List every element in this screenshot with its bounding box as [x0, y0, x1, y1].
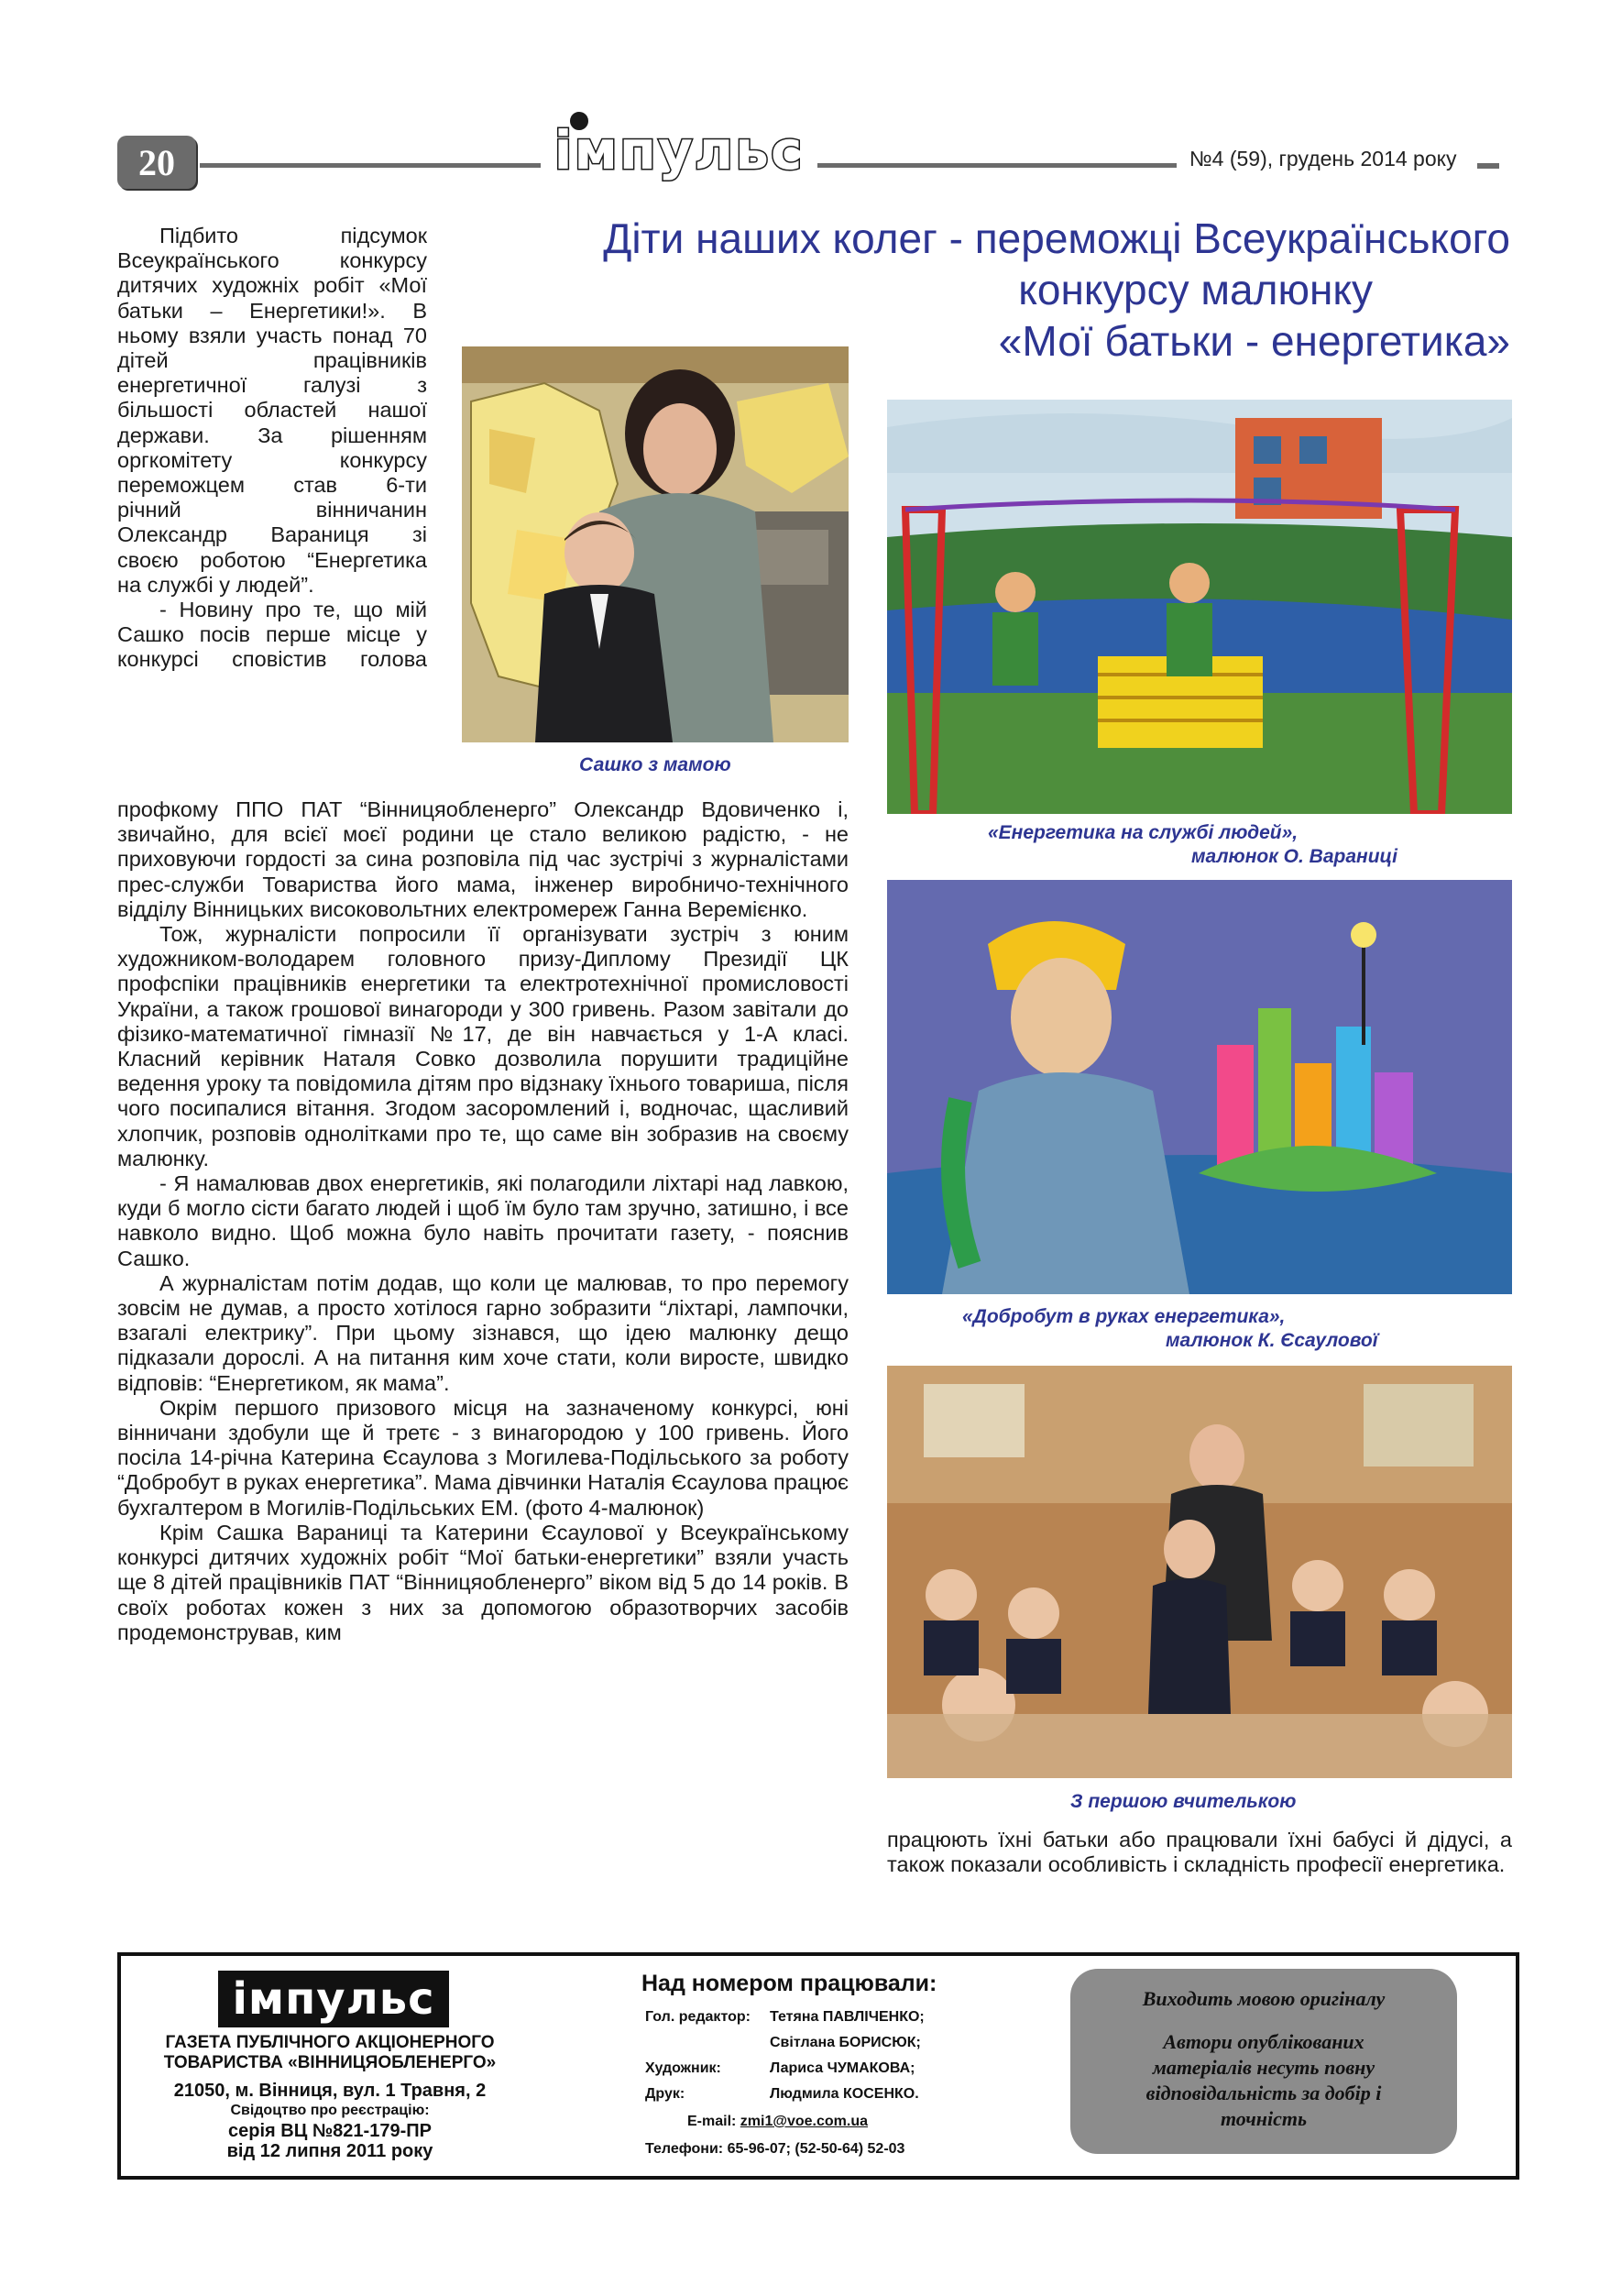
footer-logo: імпульс: [218, 1971, 449, 2027]
headline-line-3: «Мої батьки - енергетика»: [998, 317, 1510, 365]
headline-line-1: Діти наших колег - переможці Всеукраїнського: [603, 214, 1510, 262]
intro-line: держави. За рішенням: [117, 423, 427, 447]
paragraph-1-rest: профкому ППО ПАТ “Вінницяобленерго” Олександр Вдовиченко і, звичайно, для всієї моєї родини це стало великою радістю, - не приховуючи гордості за сина розповіла під час зустрічі з журналістами прес-служби Товариства його мама, інженер виробничо-технічного відділу Вінницьких високовольтних електромереж Ганна Веремієнко.: [117, 797, 849, 921]
footer-editor-1: Тетяна ПАВЛІЧЕНКО;: [770, 2009, 925, 2025]
footer-print: Людмила КОСЕНКО.: [770, 2086, 919, 2102]
paragraph-4: А журналістам потім додав, що коли це малював, то про перемогу зовсім не думав, а просто хотілося гарно зобразити “ліхтарі, лампочки, взагалі електрику”. При цьому зізнався, що ідею малюнку дещо підказали дорослі. А на питання ким хоче стати, коли виросте, швидко відповів: “Енергетиком, як мама”.: [117, 1270, 849, 1395]
intro-line: Олександр Вараниця зі: [117, 522, 427, 547]
header-dash: [1477, 163, 1499, 169]
footer-team-title: Над номером працювали:: [641, 1971, 937, 1996]
intro-line: енергетичної галузі з: [117, 373, 427, 398]
intro-line: оргкомітету конкурсу: [117, 447, 427, 472]
caption-photo-mom: Сашко з мамою: [579, 754, 731, 775]
photo-mother-son: [462, 346, 849, 742]
article-continuation: працюють їхні батьки або працювали їхні бабусі й дідусі, а також показали особливість і складність професії енергетика.: [887, 1828, 1512, 1877]
headline-line-2: конкурсу малюнку: [1018, 266, 1373, 313]
article-main-column: [117, 797, 849, 1645]
intro-line: дітей працівників: [117, 348, 427, 373]
drawing-energetics-serving-people: [887, 400, 1512, 814]
footer-editor-2: Світлана БОРИСЮК;: [770, 2035, 921, 2050]
photo-class-with-teacher: [887, 1366, 1512, 1778]
intro-line: Підбито підсумок: [159, 224, 427, 247]
intro-line: більшості областей нашої: [117, 398, 427, 423]
intro-line: батьки – Енергетики!». В: [117, 298, 427, 323]
footer-artist-label: Художник:: [645, 2060, 721, 2076]
intro-line: своєю роботою “Енергетика: [117, 547, 427, 572]
caption-drawing-2: «Добробут в руках енергетика», малюнок К. Єсаулової: [962, 1306, 1378, 1351]
paragraph-5: Окрім першого призового місця на зазначеному конкурсі, юні вінничани здобули ще й третє - з винагородою у 100 гривень. Його посіла 14-річна Катерина Єсаулова з Могилева-Подільського за роботу “Добробут в руках енергетика”. Мама дівчинки Наталія Єсаулова працює бухгалтером в Могилів-Подільських ЕМ. (фото 4-малюнок): [117, 1395, 849, 1520]
footer-editor-label: Гол. редактор:: [645, 2009, 751, 2025]
masthead-logo: імпульс: [553, 119, 805, 181]
header-rule-right: [817, 163, 1177, 168]
intro-line: дитячих художніх робіт «Мої: [117, 273, 427, 298]
headline: [447, 213, 1510, 367]
footer-phones: Телефони: 65-96-07; (52-50-64) 52-03: [645, 2141, 905, 2157]
intro-line: Сашко посів перше місце у: [117, 622, 427, 647]
header-rule-left: [200, 163, 541, 168]
paragraph-3: - Я намалював двох енергетиків, які полагодили ліхтарі над лавкою, куди б могло сісти багато людей і щоб їм було там зручно, затишно, і все навколо видно. Щоб можна було навіть прочитати газету, - пояснив Сашко.: [117, 1171, 849, 1270]
caption-class-photo: З першою вчителькою: [1070, 1791, 1297, 1812]
language-note: Виходить мовою оригіналу: [1142, 1987, 1386, 2010]
intro-line: річний вінничанин: [117, 498, 427, 522]
footer-publisher: ГАЗЕТА ПУБЛІЧНОГО АКЦІОНЕРНОГО ТОВАРИСТВА «ВІННИЦЯОБЛЕНЕРГО» 21050, м. Вінниця, вул. 1 Травня, 2 Свідоцтво про реєстрацію: серія ВЦ №821-179-ПР від 12 липня 2011 року: [163, 2033, 497, 2161]
intro-line: на службі у людей”.: [117, 572, 314, 597]
page-number: 20: [117, 136, 196, 189]
intro-line: ньому взяли участь понад 70: [117, 323, 427, 347]
disclaimer-text: Автори опублікованих матеріалів несуть повну відповідальність за добір і точність: [1145, 2030, 1382, 2130]
footer-print-label: Друк:: [645, 2086, 685, 2102]
paragraph-6: Крім Сашка Вараниці та Катерини Єсаулової у Всеукраїнському конкурсі дитячих художніх робіт “Мої батьки-енергетики” взяли участь ще 8 дітей працівників ПАТ “Вінницяобленерго” віком від 5 до 14 років. В своїх роботах кожен з них за допомогою образотворчих засобів продемонстрував, ким: [117, 1520, 849, 1644]
issue-info: №4 (59), грудень 2014 року: [1189, 147, 1457, 170]
article-intro-column: [117, 224, 427, 673]
drawing-prosperity-in-hands: [887, 880, 1512, 1294]
intro-line: конкурсі сповістив голова: [117, 647, 427, 672]
paragraph-2: Тож, журналісти попросили її організувати зустріч з юним художником-володарем головного призу-Диплому Президії ЦК профспіки працівників енергетики та електротехнічної промисловості України, а також грошової винагороди у 300 гривень. Разом завітали до фізико-математичної гімназії №17, де він навчається у 1-А класі. Класний керівник Наталя Совко дозволила порушити традиційне ведення уроку та повідомила дітям про відзнаку їхнього товариша, після чого посипалися вітання. Згодом засоромлений і, водночас, щасливий хлопчик, розповів однолітками про те, що саме він зобразив на своєму малюнку.: [117, 922, 849, 1170]
footer-artist: Лариса ЧУМАКОВА;: [770, 2060, 915, 2076]
intro-line: Всеукраїнського конкурсу: [117, 248, 427, 273]
intro-line: - Новину про те, що мій: [159, 598, 427, 622]
footer-email: E-mail: zmi1@voe.com.ua: [687, 2114, 868, 2129]
caption-drawing-1: «Енергетика на службі людей», малюнок О. Вараниці: [988, 822, 1397, 867]
email-link[interactable]: zmi1@voe.com.ua: [740, 2114, 868, 2129]
intro-line: переможцем став 6-ти: [117, 473, 427, 498]
